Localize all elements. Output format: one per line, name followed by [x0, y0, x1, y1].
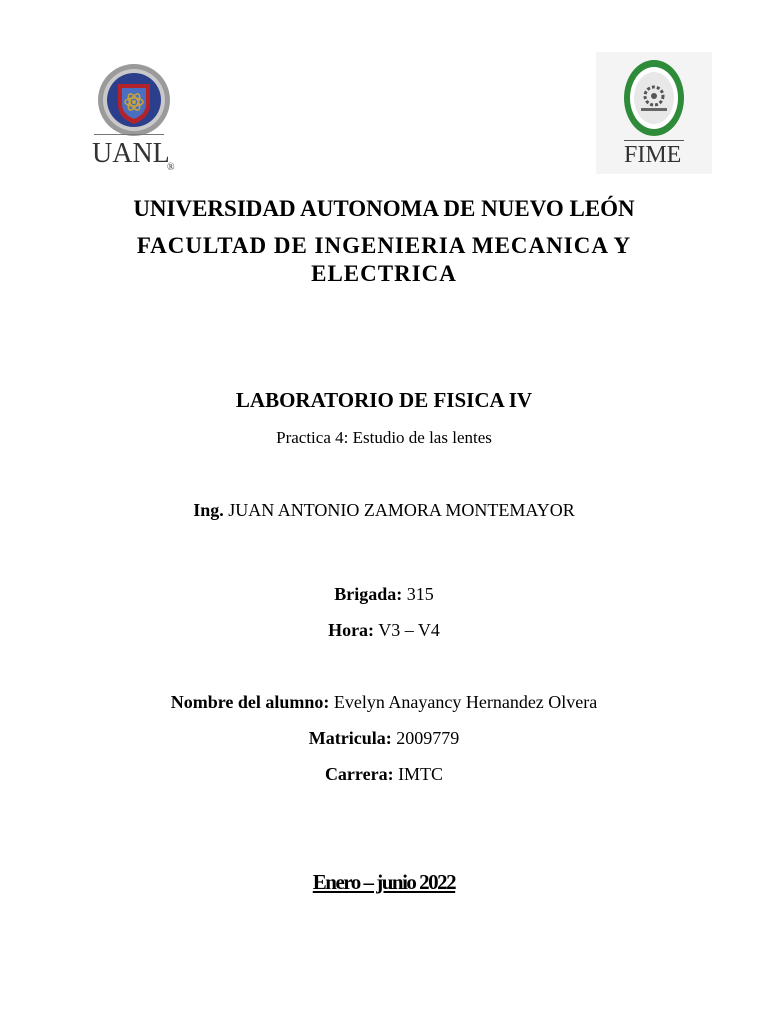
carrera-value: IMTC [398, 764, 444, 784]
carrera-line [0, 764, 768, 785]
hora-value: V3 – V4 [378, 620, 440, 640]
faculty-title-line1: FACULTAD DE INGENIERIA MECANICA Y [136, 233, 632, 258]
student-name-line [0, 692, 768, 713]
brigada-value: 315 [406, 584, 434, 604]
university-title: UNIVERSIDAD AUTONOMA DE NUEVO LEÓN [133, 196, 635, 221]
fime-logo-text: FIME [624, 142, 682, 168]
student-name-label: Nombre del alumno: [170, 692, 330, 712]
brigada-line [0, 584, 768, 605]
teacher-label: Ing. [193, 500, 224, 520]
uanl-logo-text: UANL [92, 138, 170, 169]
period-text: Enero – junio 2022 [312, 870, 456, 894]
uanl-seal-icon [96, 62, 172, 138]
faculty-title-line2: ELECTRICA [311, 261, 457, 286]
practice-title: Practica 4: Estudio de las lentes [276, 428, 492, 447]
period-line [0, 870, 768, 895]
matricula-label: Matricula: [308, 728, 392, 748]
hora-line [0, 620, 768, 641]
brigada-label: Brigada: [334, 584, 403, 604]
matricula-line [0, 728, 768, 749]
matricula-value: 2009779 [396, 728, 460, 748]
student-name-value: Evelyn Anayancy Hernandez Olvera [333, 692, 598, 712]
hora-label: Hora: [328, 620, 375, 640]
teacher-line [0, 500, 768, 521]
course-title: LABORATORIO DE FISICA IV [235, 388, 533, 412]
fime-logo [596, 52, 712, 174]
fime-seal-icon [623, 58, 685, 138]
faculty-title [0, 232, 768, 288]
carrera-label: Carrera: [324, 764, 394, 784]
uanl-logo: UANL ® [86, 62, 182, 178]
teacher-name: JUAN ANTONIO ZAMORA MONTEMAYOR [228, 500, 575, 520]
